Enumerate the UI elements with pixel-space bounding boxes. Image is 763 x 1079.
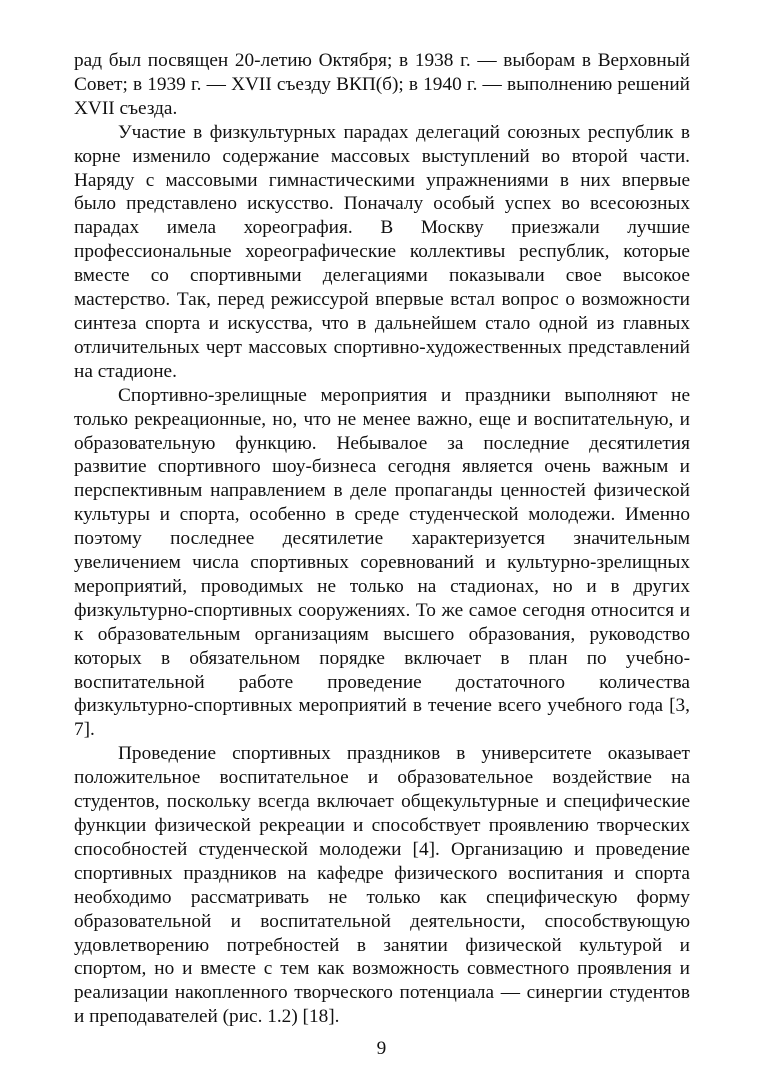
page-body [74, 49, 690, 1029]
paragraph-continuation: рад был посвящен 20-летию Октября; в 1938 г. — выборам в Верховный Совет; в 1939 г. — XVII съезду ВКП(б); в 1940 г. — выполнению решений XVII съезда. [74, 50, 690, 119]
paragraph-sport-events-functions: Спортивно-зрелищные мероприятия и праздники выполняют не только рекреационные, но, что не менее важно, еще и воспитательную, и образовательную функцию. Небывалое за последние десятилетия развитие спортивного шоу-бизнеса сегодня является очень важным и перспективным направлением в деле пропаганды ценностей физической культуры и спорта, особенно в среде студенческой молодежи. Именно поэтому последнее десятилетие характеризуется значительным увеличением числа спортивных соревнований и культурно-зрелищных мероприятий, проводимых не только на стадионах, но и в других физкультурно-спортивных сооружениях. То же самое сегодня относится и к образовательным организациям высшего образования, руководство которых в обязательном порядке включает в план по учебно-воспитательной работе проведение достаточного количества физкультурно-спортивных мероприятий в течение всего учебного года [3, 7]. [74, 384, 690, 741]
paragraph-university-festivals: Проведение спортивных праздников в университете оказывает положительное воспитательное и образовательное воздействие на студентов, поскольку всегда включает общекультурные и специфические функции физической рекреации и способствует проявлению творческих способностей студенческой молодежи [4]. Организацию и проведение спортивных праздников на кафедре физического воспитания и спорта необходимо рассматривать не только как специфическую форму образовательной и воспитательной деятельности, способствующую удовлетворению потребностей в занятии физической культурой и спортом, но и вместе с тем как возможность совместного проявления и реализации накопленного творческого потенциала — синергии студентов и преподавателей (рис. 1.2) [18]. [74, 743, 690, 1028]
paragraph-republic-delegations: Участие в физкультурных парадах делегаций союзных республик в корне изменило содержание массовых выступлений во второй части. Наряду с массовыми гимнастическими упражнениями в них впервые было представлено искусство. Поначалу особый успех во всесоюзных парадах имела хореография. В Москву приезжали лучшие профессиональные хореографические коллективы республик, которые вместе со спортивными делегациями показывали свое высокое мастерство. Так, перед режиссурой впервые встал вопрос о возможности синтеза спорта и искусства, что в дальнейшем стало одной из главных отличительных черт массовых спортивно-художественных представлений на стадионе. [74, 121, 690, 382]
page-number: 9 [376, 1038, 387, 1059]
